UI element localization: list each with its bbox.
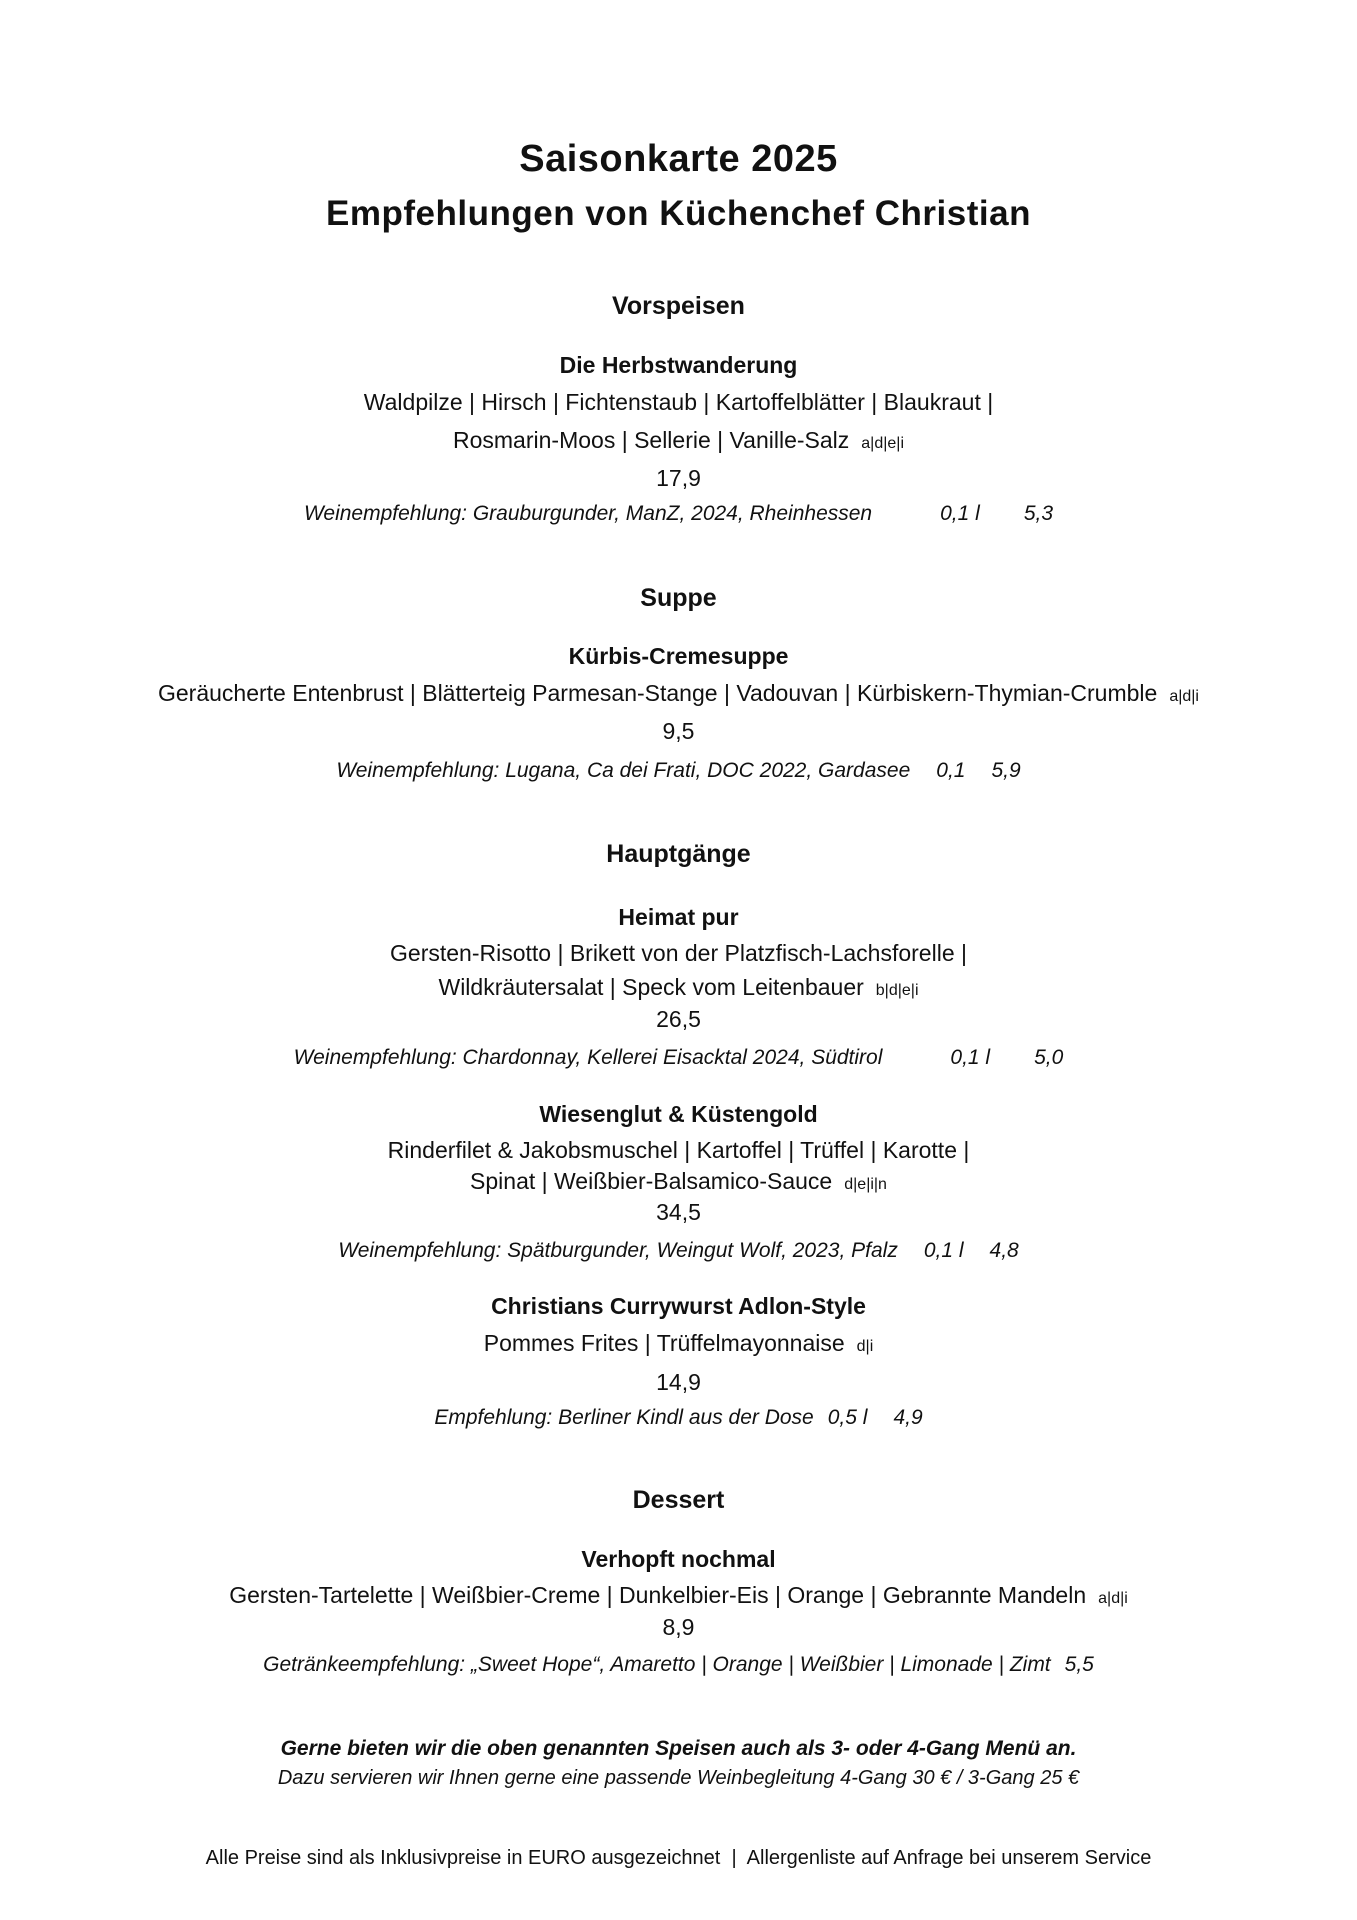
dish-price: 14,9	[656, 1369, 701, 1395]
wine-recommendation	[0, 503, 1357, 524]
dish-price: 26,5	[656, 1006, 701, 1032]
dish-description-text: Pommes Frites | Trüffelmayonnaise	[483, 1330, 845, 1356]
dish-description: Gersten-Risotto | Brikett von der Platzfisch-Lachsforelle |	[390, 940, 967, 966]
page-subtitle: Empfehlungen von Küchenchef Christian	[326, 194, 1031, 233]
recommendation-price: 5,0	[1034, 1046, 1064, 1069]
allergen-codes: a|d|i	[1169, 688, 1199, 705]
recommendation-text: Getränkeempfehlung: „Sweet Hope“, Amaretto | Orange | Weißbier | Limonade | Zimt	[263, 1653, 1051, 1676]
recommendation-text: Weinempfehlung: Grauburgunder, ManZ, 2024, Rheinhessen	[303, 502, 873, 525]
dish-name: Verhopft nochmal	[581, 1546, 776, 1572]
allergen-codes: a|d|e|i	[861, 435, 904, 452]
wine-recommendation	[0, 760, 1357, 781]
dish-description-text: Gersten-Tartelette | Weißbier-Creme | Dunkelbier-Eis | Orange | Gebrannte Mandeln	[229, 1582, 1087, 1608]
dish-description-text: Wildkräutersalat | Speck vom Leitenbauer	[438, 974, 864, 1000]
dish-description	[0, 1584, 1357, 1607]
recommendation-text: Weinempfehlung: Chardonnay, Kellerei Eisacktal 2024, Südtirol	[293, 1046, 883, 1069]
dish-name: Heimat pur	[618, 904, 739, 930]
dish-price: 17,9	[656, 465, 701, 491]
recommendation-price: 4,8	[989, 1239, 1019, 1262]
recommendation-price: 4,9	[893, 1406, 923, 1429]
section-heading-vorspeisen: Vorspeisen	[612, 292, 745, 320]
dish-description	[0, 976, 1357, 999]
wine-recommendation	[0, 1047, 1357, 1068]
recommendation-volume: 0,1 l	[923, 1239, 964, 1262]
allergen-codes: a|d|i	[1098, 1590, 1128, 1607]
recommendation-text: Empfehlung: Berliner Kindl aus der Dose	[434, 1406, 814, 1429]
menu-offer-note: Gerne bieten wir die oben genannten Speisen auch als 3- oder 4-Gang Menü an.	[280, 1737, 1077, 1760]
dish-description: Rinderfilet & Jakobsmuschel | Kartoffel | Trüffel | Karotte |	[387, 1137, 970, 1163]
section-heading-dessert: Dessert	[632, 1486, 725, 1514]
footer-note: Alle Preise sind als Inklusivpreise in EURO ausgezeichnet | Allergenliste auf Anfrage bei unserem Service	[205, 1847, 1152, 1869]
recommendation-price: 5,5	[1064, 1653, 1094, 1676]
drink-recommendation	[0, 1654, 1357, 1675]
dish-name: Kürbis-Cremesuppe	[568, 643, 789, 669]
dish-description-text: Spinat | Weißbier-Balsamico-Sauce	[470, 1168, 833, 1194]
dish-name: Christians Currywurst Adlon-Style	[491, 1293, 866, 1319]
dish-description	[0, 682, 1357, 705]
dish-description-text: Rosmarin-Moos | Sellerie | Vanille-Salz	[453, 427, 850, 453]
allergen-codes: b|d|e|i	[875, 982, 919, 999]
recommendation-text: Weinempfehlung: Spätburgunder, Weingut Wolf, 2023, Pfalz	[338, 1239, 898, 1262]
dish-description: Waldpilze | Hirsch | Fichtenstaub | Kartoffelblätter | Blaukraut |	[363, 389, 994, 415]
dish-price: 8,9	[662, 1614, 695, 1640]
section-heading-suppe: Suppe	[640, 584, 717, 612]
dish-price: 34,5	[656, 1199, 701, 1225]
drink-recommendation	[0, 1407, 1357, 1428]
allergen-codes: d|e|i|n	[844, 1176, 887, 1193]
wine-pairing-note: Dazu servieren wir Ihnen gerne eine passende Weinbegleitung 4-Gang 30 € / 3-Gang 25 €	[277, 1767, 1080, 1789]
recommendation-price: 5,9	[991, 759, 1021, 782]
recommendation-volume: 0,1 l	[940, 502, 980, 525]
dish-description-text: Geräucherte Entenbrust | Blätterteig Parmesan-Stange | Vadouvan | Kürbiskern-Thymian-Crumble	[158, 680, 1158, 706]
recommendation-volume: 0,5 l	[827, 1406, 868, 1429]
page-title: Saisonkarte 2025	[519, 138, 838, 180]
wine-recommendation	[0, 1240, 1357, 1261]
dish-description	[0, 1332, 1357, 1355]
allergen-codes: d|i	[856, 1338, 874, 1355]
recommendation-volume: 0,1	[936, 759, 966, 782]
recommendation-volume: 0,1 l	[950, 1046, 991, 1069]
dish-name: Die Herbstwanderung	[559, 352, 798, 378]
dish-name: Wiesenglut & Küstengold	[539, 1101, 818, 1127]
dish-description	[0, 1170, 1357, 1193]
dish-price: 9,5	[662, 718, 695, 744]
recommendation-text: Weinempfehlung: Lugana, Ca dei Frati, DOC 2022, Gardasee	[336, 759, 911, 782]
section-heading-hauptgaenge: Hauptgänge	[606, 840, 751, 868]
recommendation-price: 5,3	[1023, 502, 1054, 525]
dish-description	[0, 429, 1357, 452]
